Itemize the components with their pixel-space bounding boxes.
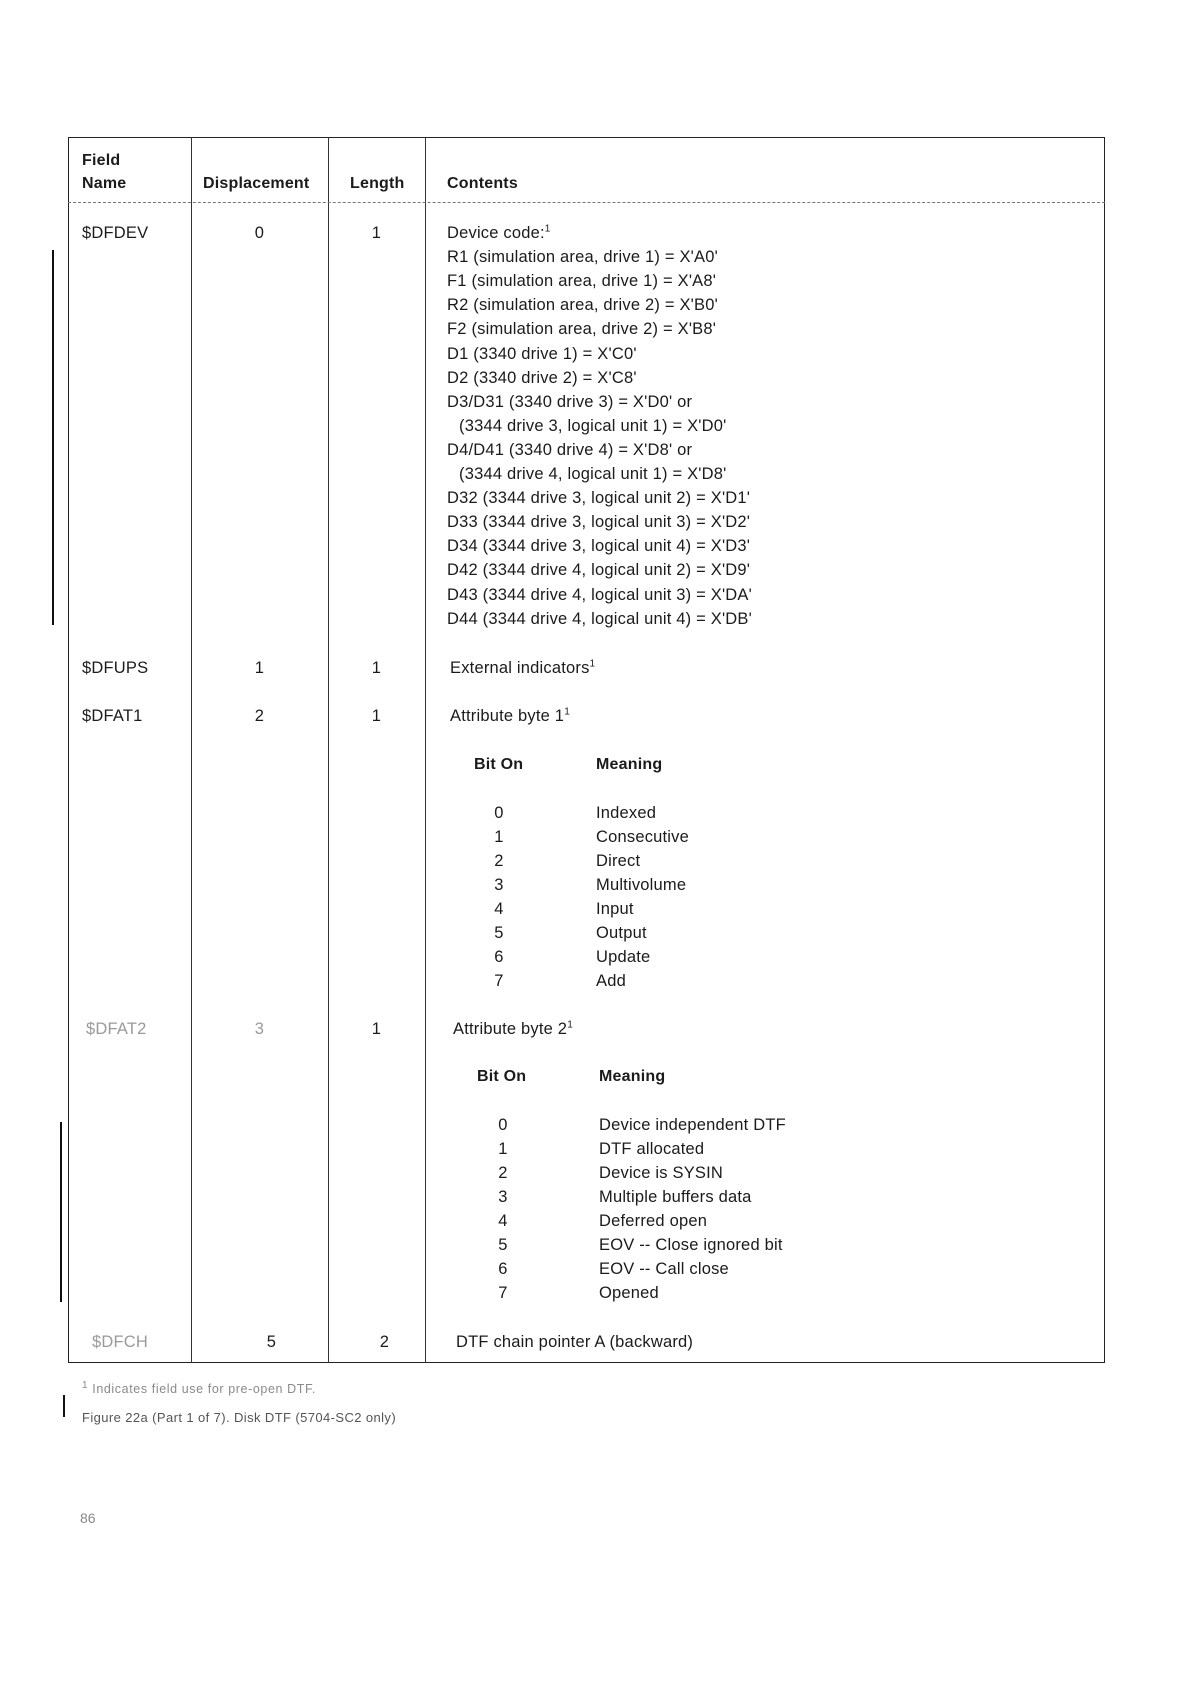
footnote-mark: 1 <box>82 1379 89 1391</box>
bit-meaning: Deferred open <box>599 1212 708 1230</box>
footnote-mark: 1 <box>544 223 551 235</box>
header-length: Length <box>350 175 405 192</box>
bit-meaning: DTF allocated <box>599 1140 705 1158</box>
length-value: 1 <box>371 224 382 242</box>
bit-meaning: Input <box>596 900 634 918</box>
bit-meaning: Indexed <box>596 804 657 822</box>
displacement-value: 0 <box>254 224 265 242</box>
bit-number: 2 <box>494 852 504 870</box>
contents-title <box>450 658 595 678</box>
change-bar <box>60 1122 62 1302</box>
footnote-mark: 1 <box>567 1019 573 1031</box>
device-code-line: R1 (simulation area, drive 1) = X'A0' <box>447 248 718 266</box>
header-contents: Contents <box>447 175 518 192</box>
contents-title-text: Device code: <box>447 224 545 242</box>
bit-number: 7 <box>498 1284 508 1302</box>
contents-title <box>447 223 551 243</box>
contents-title-text: Attribute byte 1 <box>450 707 565 725</box>
bit-meaning: EOV -- Close ignored bit <box>599 1236 783 1254</box>
bit-number: 3 <box>498 1188 508 1206</box>
device-code-line: F2 (simulation area, drive 2) = X'B8' <box>447 320 717 338</box>
contents-title <box>453 1019 573 1039</box>
change-bar <box>63 1395 65 1417</box>
bit-number: 4 <box>498 1212 508 1230</box>
device-code-line: D2 (3340 drive 2) = X'C8' <box>447 369 637 387</box>
bit-meaning: Opened <box>599 1284 659 1302</box>
bit-number: 5 <box>498 1236 508 1254</box>
bit-meaning: Direct <box>596 852 641 870</box>
device-code-line: D42 (3344 drive 4, logical unit 2) = X'D9' <box>447 561 751 579</box>
field-name: $DFDEV <box>82 224 149 242</box>
bit-number: 1 <box>494 828 504 846</box>
change-bar <box>52 250 54 625</box>
field-name: $DFAT2 <box>86 1020 147 1038</box>
bit-number: 7 <box>494 972 504 990</box>
figure-caption: Figure 22a (Part 1 of 7). Disk DTF (5704-SC2 only) <box>82 1410 397 1425</box>
bit-number: 0 <box>498 1116 508 1134</box>
device-code-line: (3344 drive 4, logical unit 1) = X'D8' <box>459 465 727 483</box>
displacement-value: 3 <box>254 1020 265 1038</box>
meaning-header: Meaning <box>599 1068 666 1085</box>
displacement-value: 2 <box>254 707 265 725</box>
column-divider <box>191 137 192 1363</box>
bit-meaning: Add <box>596 972 626 990</box>
field-name: $DFAT1 <box>82 707 143 725</box>
bit-on-header: Bit On <box>474 756 524 773</box>
contents-title-text: External indicators <box>450 659 590 677</box>
contents-title-text: Attribute byte 2 <box>453 1020 568 1038</box>
device-code-line: D4/D41 (3340 drive 4) = X'D8' or <box>447 441 693 459</box>
length-value: 2 <box>379 1333 390 1351</box>
length-value: 1 <box>371 659 382 677</box>
bit-number: 2 <box>498 1164 508 1182</box>
device-code-line: D34 (3344 drive 3, logical unit 4) = X'D3' <box>447 537 751 555</box>
device-code-line: D43 (3344 drive 4, logical unit 3) = X'DA' <box>447 586 752 604</box>
displacement-value: 1 <box>254 659 265 677</box>
bit-number: 6 <box>494 948 504 966</box>
footnote <box>82 1379 316 1396</box>
bit-number: 4 <box>494 900 504 918</box>
device-code-line: D1 (3340 drive 1) = X'C0' <box>447 345 637 363</box>
device-code-line: R2 (simulation area, drive 2) = X'B0' <box>447 296 718 314</box>
field-name: $DFCH <box>92 1333 149 1351</box>
contents-title: DTF chain pointer A (backward) <box>456 1333 694 1351</box>
bit-number: 1 <box>498 1140 508 1158</box>
header-field-name-line2: Name <box>82 175 127 192</box>
bit-meaning: Update <box>596 948 651 966</box>
bit-number: 3 <box>494 876 504 894</box>
device-code-line: D44 (3344 drive 4, logical unit 4) = X'DB' <box>447 610 752 628</box>
meaning-header: Meaning <box>596 756 663 773</box>
bit-meaning: Consecutive <box>596 828 689 846</box>
footnote-mark: 1 <box>564 706 570 718</box>
displacement-value: 5 <box>266 1333 277 1351</box>
length-value: 1 <box>371 1020 382 1038</box>
footnote-mark: 1 <box>589 658 596 670</box>
device-code-line: D33 (3344 drive 3, logical unit 3) = X'D2' <box>447 513 751 531</box>
bit-on-header: Bit On <box>477 1068 527 1085</box>
device-code-line: (3344 drive 3, logical unit 1) = X'D0' <box>459 417 727 435</box>
bit-meaning: Device independent DTF <box>599 1116 786 1134</box>
header-divider <box>68 202 1105 203</box>
bit-meaning: Output <box>596 924 647 942</box>
header-displacement: Displacement <box>203 175 310 192</box>
bit-number: 0 <box>494 804 504 822</box>
device-code-line: F1 (simulation area, drive 1) = X'A8' <box>447 272 717 290</box>
device-code-line: D32 (3344 drive 3, logical unit 2) = X'D1' <box>447 489 751 507</box>
device-code-line: D3/D31 (3340 drive 3) = X'D0' or <box>447 393 693 411</box>
bit-meaning: EOV -- Call close <box>599 1260 729 1278</box>
bit-meaning: Device is SYSIN <box>599 1164 724 1182</box>
length-value: 1 <box>371 707 382 725</box>
column-divider <box>328 137 329 1363</box>
page-number: 86 <box>80 1510 96 1526</box>
header-field-name-line1: Field <box>82 152 121 169</box>
contents-title <box>450 706 570 726</box>
bit-meaning: Multiple buffers data <box>599 1188 752 1206</box>
bit-number: 6 <box>498 1260 508 1278</box>
footnote-text: Indicates field use for pre-open DTF. <box>92 1382 316 1396</box>
bit-meaning: Multivolume <box>596 876 687 894</box>
column-divider <box>425 137 426 1363</box>
field-name: $DFUPS <box>82 659 149 677</box>
bit-number: 5 <box>494 924 504 942</box>
